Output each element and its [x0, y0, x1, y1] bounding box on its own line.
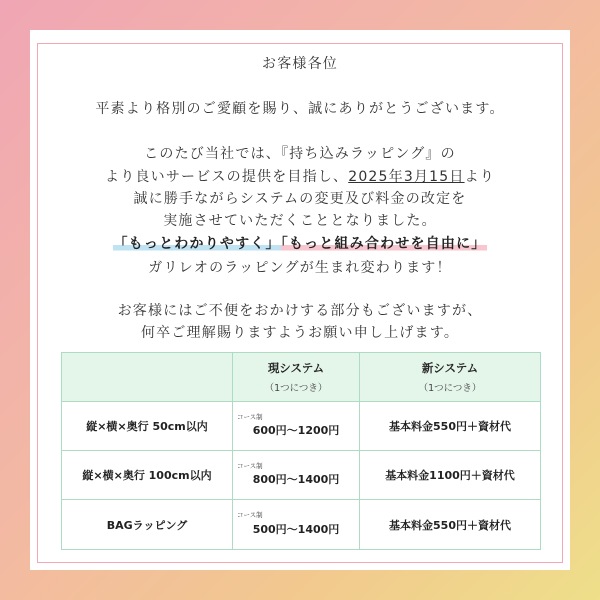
slogan-line [30, 233, 570, 253]
effective-date: 2025年3月15日 [348, 169, 465, 185]
header-empty [62, 353, 233, 402]
current-price-cell [233, 500, 360, 550]
current-price: 600円〜1200円 [252, 424, 340, 437]
header-new-sub: （1つにつき） [418, 383, 482, 394]
body-line-6: ガリレオのラッピングが生まれ変わります！ [148, 260, 452, 276]
new-price: 基本料金550円＋資材代 [360, 402, 541, 451]
header-current-system: 現システム （1つにつき） [233, 353, 360, 402]
course-label: コース制 [237, 511, 263, 519]
header-new-system: 新システム （1つにつき） [360, 353, 541, 402]
course-label: コース制 [237, 413, 263, 421]
course-label: コース制 [237, 462, 263, 470]
apology-line-1: お客様にはご不便をおかけする部分もございますが、 [117, 303, 483, 319]
current-price-cell [233, 402, 360, 451]
current-price: 800円〜1400円 [252, 473, 340, 486]
table-row [62, 451, 541, 500]
price-table [61, 352, 541, 550]
row-label: BAGラッピング [62, 500, 233, 550]
slogan-freedom: 「もっと組み合わせを自由に」 [280, 236, 487, 252]
table-row [62, 402, 541, 451]
notice-title: お客様各位 [262, 56, 338, 72]
header-current-sub: （1つにつき） [264, 383, 328, 394]
table-row [62, 500, 541, 550]
current-price-cell [233, 451, 360, 500]
table-header-row [62, 353, 541, 402]
body-line-2-post: より [464, 169, 495, 185]
current-price: 500円〜1400円 [252, 522, 340, 536]
apology-line-2: 何卒ご理解賜りますようお願い申し上げます。 [140, 325, 460, 341]
row-label: 縦×横×奥行 100cm以内 [62, 451, 233, 500]
body-line-4: 実施させていただくこととなりました。 [163, 213, 437, 229]
body-line-1: このたび当社では、『持ち込みラッピング』の [144, 146, 456, 162]
slogan-easier: 「もっとわかりやすく」 [113, 236, 281, 252]
greeting-text: 平素より格別のご愛顧を賜り、誠にありがとうございます。 [95, 101, 505, 117]
new-price: 基本料金1100円＋資材代 [360, 451, 541, 500]
body-line-2-pre: より良いサービスの提供を目指し、 [105, 169, 349, 185]
body-line-3: 誠に勝手ながらシステムの変更及び料金の改定を [133, 191, 467, 207]
notice-card [30, 30, 570, 570]
new-price: 基本料金550円＋資材代 [360, 500, 541, 550]
body-line-2 [30, 166, 570, 186]
row-label: 縦×横×奥行 50cm以内 [62, 402, 233, 451]
